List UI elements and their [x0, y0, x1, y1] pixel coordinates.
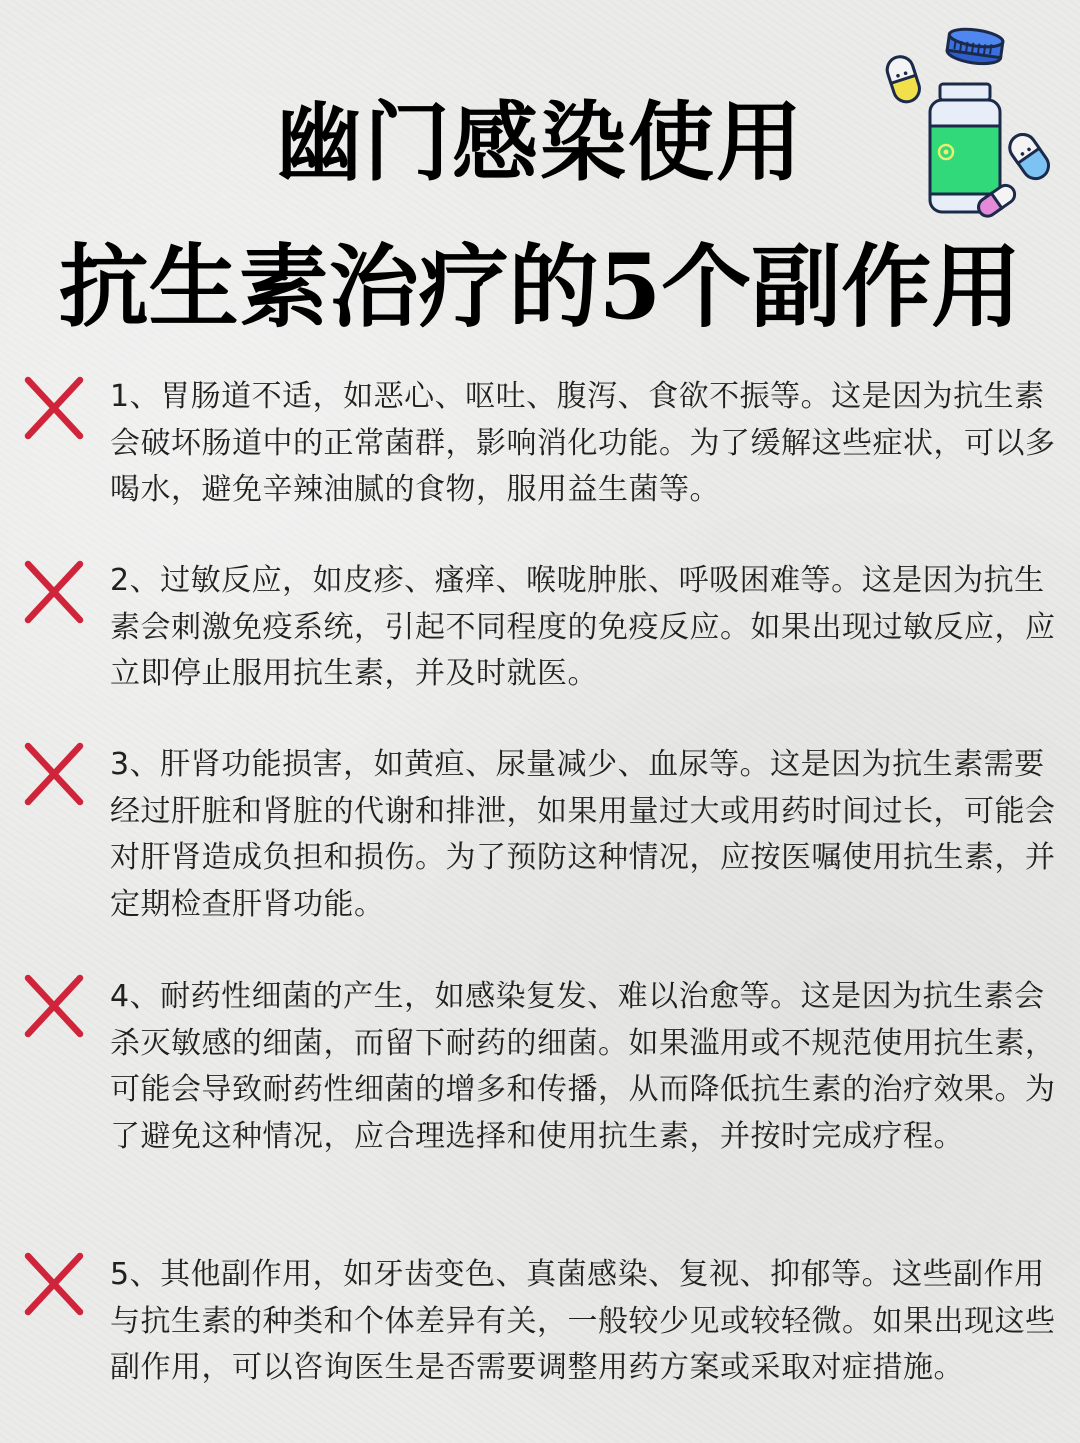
- blue-capsule-icon: [1005, 129, 1054, 183]
- list-item-text: 1、胃肠道不适，如恶心、呕吐、腹泻、食欲不振等。这是因为抗生素会破坏肠道中的正常菌群，影响消化功能。为了缓解这些症状，可以多喝水，避免辛辣油腻的食物，服用益生菌等。: [110, 379, 1056, 507]
- yellow-capsule-icon: [884, 53, 923, 105]
- page-title-line-1: 幽门感染使用: [276, 92, 804, 193]
- list-item-text: 2、过敏反应，如皮疹、瘙痒、喉咙肿胀、呼吸困难等。这是因为抗生素会刺激免疫系统，引起不同程度的免疫反应。如果出现过敏反应，应立即停止服用抗生素，并及时就医。: [110, 563, 1056, 691]
- cross-icon: [22, 558, 86, 626]
- list-item-text: 5、其他副作用，如牙齿变色、真菌感染、复视、抑郁等。这些副作用与抗生素的种类和个体差异有关，一般较少见或较轻微。如果出现这些副作用，可以咨询医生是否需要调整用药方案或采取对症措施。: [110, 1257, 1056, 1385]
- cross-icon: [22, 1250, 86, 1318]
- bottle-body-icon: [930, 84, 1000, 212]
- list-item-text: 4、耐药性细菌的产生，如感染复发、难以治愈等。这是因为抗生素会杀灭敏感的细菌，而留下耐药的细菌。如果滥用或不规范使用抗生素，可能会导致耐药性细菌的增多和传播，从而降低抗生素的治疗效果。为了避免这种情况，应合理选择和使用抗生素，并按时完成疗程。: [110, 979, 1056, 1154]
- pill-bottle-icon: [880, 26, 1060, 226]
- list-item-text: 3、肝肾功能损害，如黄疸、尿量减少、血尿等。这是因为抗生素需要经过肝脏和肾脏的代谢和排泄，如果用量过大或用药时间过长，可能会对肝肾造成负担和损伤。为了预防这种情况，应按医嘱使用抗生素，并定期检查肝肾功能。: [110, 747, 1056, 922]
- cross-icon: [22, 972, 86, 1040]
- cross-icon: [22, 740, 86, 808]
- bottle-cap-icon: [946, 26, 1004, 66]
- cross-icon: [22, 374, 86, 442]
- page-title-line-2: 抗生素治疗的5个副作用: [58, 234, 1022, 340]
